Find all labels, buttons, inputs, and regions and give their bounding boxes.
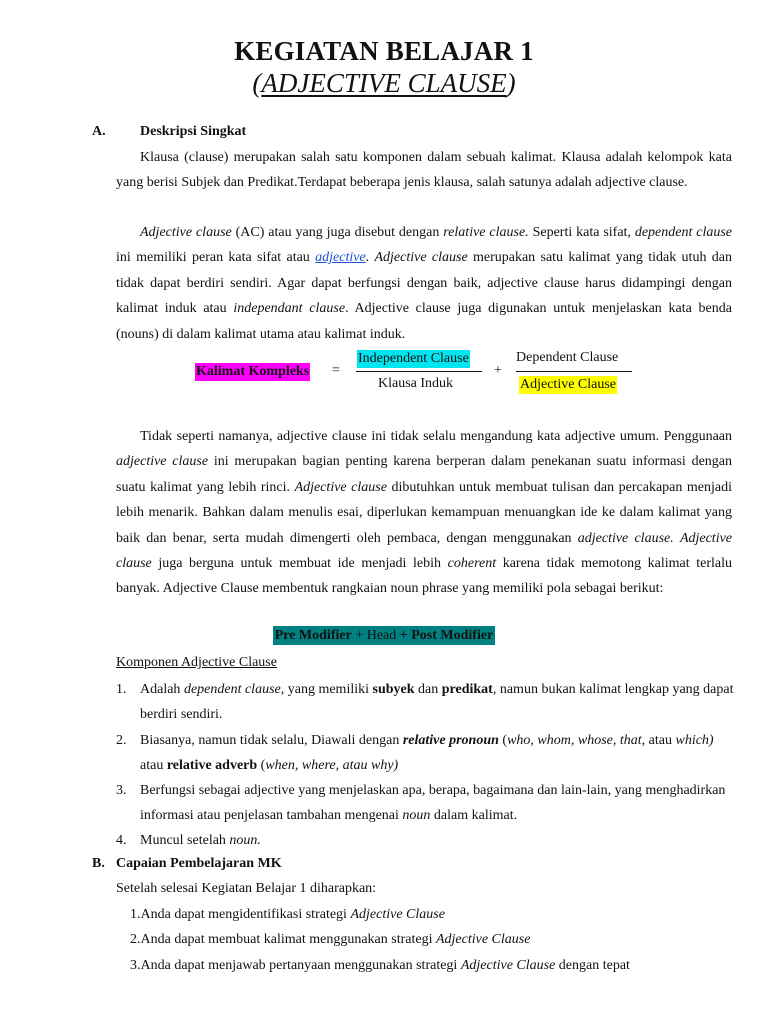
p2-s9: Adjective clause — [374, 250, 468, 266]
pattern-head: Head — [366, 628, 397, 643]
paragraph-3 — [116, 424, 732, 602]
goal-item: 1.Anda dapat mengidentifikasi strategi Adjective Clause — [130, 907, 445, 922]
subtitle-close-paren: ) — [506, 68, 516, 98]
page-title: KEGIATAN BELAJAR 1 — [234, 36, 534, 66]
noun-phrase-pattern — [0, 628, 768, 644]
section-a-heading — [92, 124, 246, 140]
list-item-text: Berfungsi sebagai adjective yang menjelaskan apa, berapa, bagaimana dan lain-lain, yang menghadirkan informasi atau penjelasan tambahan mengenai noun dalam kalimat. — [140, 783, 726, 824]
formula-klausa-induk: Klausa Induk — [378, 376, 454, 391]
pattern-box — [273, 626, 496, 645]
p2-s12: . Adjective clause juga digunakan untuk menjelaskan kata benda (nouns) di dalam kalimat utama atau kalimat induk. — [116, 301, 732, 342]
p2-s8: . — [365, 250, 375, 266]
list-item — [116, 677, 736, 728]
paragraph-1-text: Klausa (clause) merupakan salah satu komponen dalam sebuah kalimat. Klausa adalah kelompok kata yang berisi Subjek dan Predikat.Terdapat beberapa jenis klausa, salah satunya adalah adjective clause. — [116, 150, 732, 191]
formula-plus: + — [494, 363, 502, 378]
pattern-pre-modifier: Pre Modifier — [274, 628, 352, 643]
section-b-intro: Setelah selesai Kegiatan Belajar 1 diharapkan: — [116, 881, 377, 896]
paragraph-2 — [116, 220, 732, 347]
clause-formula — [116, 346, 732, 396]
p3-s11: karena tidak memotong kalimat terlalu banyak. Adjective Clause membentuk rangkaian noun phrase yang memiliki pola sebagai berikut: — [116, 556, 732, 597]
formula-adjective-clause: Adjective Clause — [520, 377, 617, 392]
list-item-number: 1. — [116, 682, 127, 697]
p2-s6: ini memiliki peran kata sifat atau — [116, 250, 316, 266]
formula-equals: = — [332, 363, 340, 378]
p3-s8: Adjective clause — [116, 530, 733, 572]
section-a-number: A. — [92, 124, 106, 139]
p2-s10: merupakan satu kalimat yang tidak utuh dan tidak dapat berdiri sendiri. Agar dapat berfungsi dengan baik, adjective clause harus didampingi dengan kalimat induk atau — [116, 250, 732, 317]
p2-s3: relative clause. — [443, 225, 529, 240]
p2-s5: dependent clause — [634, 225, 733, 240]
list-item — [116, 778, 736, 829]
adjective-link[interactable]: adjective — [315, 250, 366, 266]
pattern-plus-1: + — [351, 628, 367, 643]
pattern-plus-2: + — [396, 628, 412, 643]
section-a-title: Deskripsi Singkat — [140, 124, 247, 139]
formula-independent-clause: Independent Clause — [358, 351, 469, 366]
list-item-text: Muncul setelah noun. — [140, 833, 261, 848]
p3-s2: adjective clause — [116, 454, 209, 470]
formula-fraction-line-2 — [516, 371, 632, 372]
section-b-heading — [92, 856, 282, 872]
list-item-number: 3. — [116, 783, 127, 798]
p3-s3: ini merupakan bagian penting karena berperan dalam penekanan suatu informasi dengan suatu kalimat yang lebih rinci. — [116, 454, 732, 495]
formula-kalimat-kompleks: Kalimat Kompleks — [196, 364, 310, 379]
p2-s11: independant clause — [233, 301, 346, 317]
p3-s1: Tidak seperti namanya, adjective clause ini tidak selalu mengandung kata adjective umum. Penggunaan — [140, 429, 732, 444]
p2-s1: Adjective clause — [140, 225, 232, 240]
list-item-text: Adalah dependent clause, yang memiliki subyek dan predikat, namun bukan kalimat lengkap yang dapat berdiri sendiri. — [140, 682, 734, 723]
p3-s9: juga berguna untuk membuat ide menjadi lebih — [151, 556, 448, 572]
list-item — [116, 828, 736, 853]
list-item-text: Biasanya, namun tidak selalu, Diawali dengan relative pronoun (who, whom, whose, that, atau which) atau relative adverb (when, where, atau why) — [140, 733, 714, 774]
subtitle-open-paren: ( — [252, 68, 262, 98]
p3-s4: Adjective clause — [294, 479, 387, 495]
goal-item: 2.Anda dapat membuat kalimat menggunakan strategi Adjective Clause — [130, 932, 531, 947]
pattern-post-modifier: Post Modifier — [411, 628, 494, 643]
p3-s6: adjective clause. — [577, 530, 674, 546]
goal-item: 3.Anda dapat menjawab pertanyaan menggunakan strategi Adjective Clause dengan tepat — [130, 958, 630, 973]
formula-fraction-line-1 — [356, 371, 482, 372]
page-subtitle — [0, 68, 768, 99]
formula-dependent-clause: Dependent Clause — [516, 350, 619, 365]
subtitle-text: ADJECTIVE CLAUSE — [261, 68, 507, 98]
p3-s5: dibutuhkan untuk membuat tulisan dan percakapan menjadi lebih menarik. Bahkan dalam menulis esai, diperlukan kemampuan menuangkan ide ke dalam kalimat yang baik dan benar, serta mudah dimengerti oleh pembaca, dengan menggunakan — [116, 479, 733, 546]
section-b-number: B. — [92, 856, 105, 871]
section-b-title: Capaian Pembelajaran MK — [116, 856, 282, 871]
p3-s10: coherent — [447, 556, 497, 572]
p2-s2: (AC) atau yang juga disebut dengan — [231, 225, 444, 240]
list-item-number: 4. — [116, 833, 127, 848]
list-item-number: 2. — [116, 733, 127, 748]
paragraph-1 — [116, 145, 732, 196]
p2-s4: Seperti kata sifat, — [528, 225, 635, 240]
list-item — [116, 728, 736, 779]
komponen-heading: Komponen Adjective Clause — [116, 655, 277, 670]
